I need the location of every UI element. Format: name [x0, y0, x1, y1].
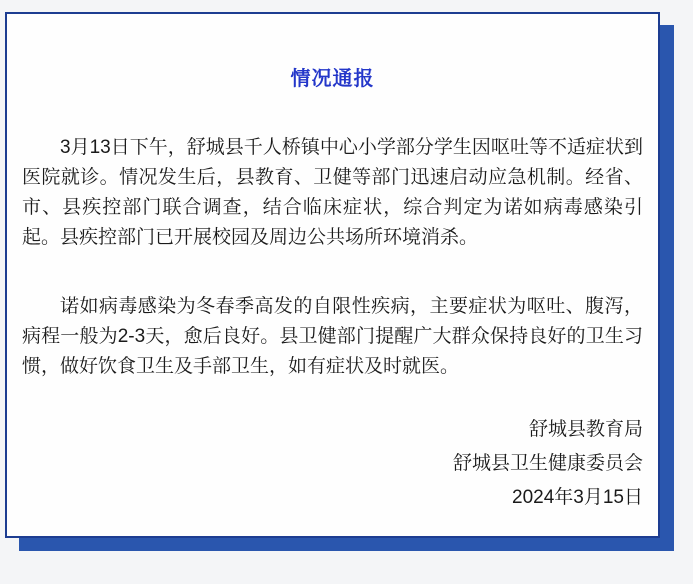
notice-paragraph-1: 3月13日下午，舒城县千人桥镇中心小学部分学生因呕吐等不适症状到医院就诊。情况发生后，县教育、卫健等部门迅速启动应急机制。经省、市、县疾控部门联合调查，结合临床症状，综合判定为诺如病毒感染引起。县疾控部门已开展校园及周边公共场所环境消杀。: [22, 137, 643, 248]
signature-org-health-commission: 舒城县卫生健康委员会: [452, 453, 643, 474]
signature-block: [22, 413, 643, 515]
notice-title: 情况通报: [290, 68, 375, 90]
signature-date: 2024年3月15日: [512, 487, 643, 508]
notice-card: [5, 12, 660, 538]
signature-org-education-bureau: 舒城县教育局: [528, 419, 643, 440]
notice-content: [7, 62, 658, 584]
notice-paragraph-2: 诺如病毒感染为冬春季高发的自限性疾病，主要症状为呕吐、腹泻，病程一般为2-3天，愈后良好。县卫健部门提醒广大群众保持良好的卫生习惯，做好饮食卫生及手部卫生，如有症状及时就医。: [22, 296, 643, 377]
